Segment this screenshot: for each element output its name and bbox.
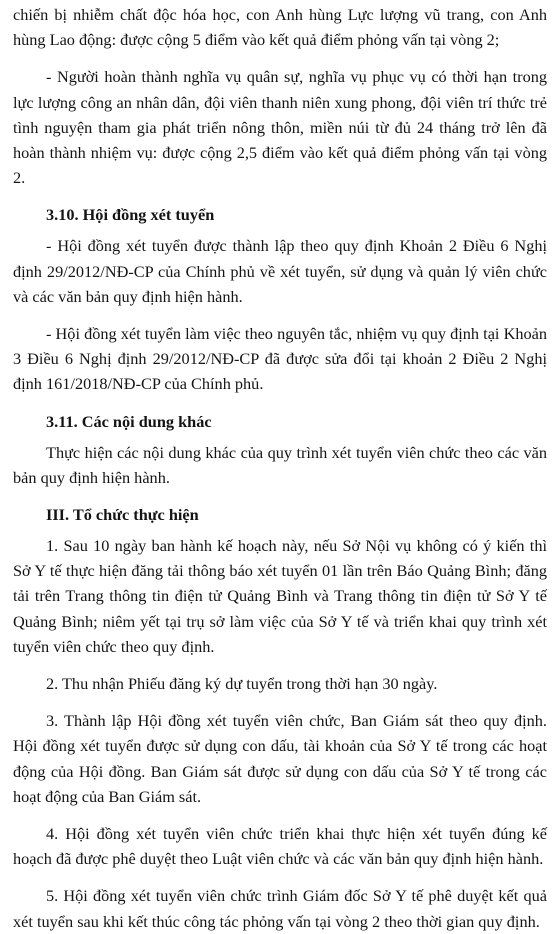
paragraph-III-3: 3. Thành lập Hội đồng xét tuyển viên chức, Ban Giám sát theo quy định. Hội đồng xét tuyển được sử dụng con dấu, tài khoản của Sở Y tế trong các hoạt động của Hội đồng. Ban Giám sát được sử dụng con dấu của Sở Y tế trong các hoạt động của Ban Giám sát. [13,711,547,806]
paragraph-3-11: Thực hiện các nội dung khác của quy trình xét tuyển viên chức theo các văn bản quy định hiện hành. [13,442,547,487]
paragraph-3-10-a: - Hội đồng xét tuyển được thành lập theo quy định Khoản 2 Điều 6 Nghị định 29/2012/NĐ-CP của Chính phủ về xét tuyển, sử dụng và quản lý viên chức và các văn bản quy định hiện hành. [13,236,547,306]
heading-III: III. Tổ chức thực hiện [46,505,199,525]
paragraph-continuation: chiến bị nhiễm chất độc hóa học, con Anh hùng Lực lượng vũ trang, con Anh hùng Lao động: được cộng 5 điểm vào kết quả điểm phỏng vấn tại vòng 2; [13,5,547,50]
paragraph-military-bonus: - Người hoàn thành nghĩa vụ quân sự, nghĩa vụ phục vụ có thời hạn trong lực lượng công an nhân dân, đội viên thanh niên xung phong, đội viên trí thức trẻ tình nguyện tham gia phát triển nông thôn, miền núi từ đủ 24 tháng trở lên đã hoàn thành nhiệm vụ: được cộng 2,5 điểm vào kết quả điểm phỏng vấn tại vòng 2. [13,67,547,188]
paragraph-III-1: 1. Sau 10 ngày ban hành kế hoạch này, nếu Sở Nội vụ không có ý kiến thì Sở Y tế thực hiện đăng tải thông báo xét tuyển 01 lần trên Báo Quảng Bình; đăng tải trên Trang thông tin điện tử Quảng Bình và Trang thông tin điện tử Sở Y tế Quảng Bình; niêm yết tại trụ sở làm việc của Sở Y tế và triển khai quy trình xét tuyển viên chức theo quy định. [13,536,547,656]
paragraph-III-2: 2. Thu nhận Phiếu đăng ký dự tuyển trong thời hạn 30 ngày. [46,674,438,694]
paragraph-III-5: 5. Hội đồng xét tuyển viên chức trình Giám đốc Sở Y tế phê duyệt kết quả xét tuyển sau khi kết thúc công tác phỏng vấn tại vòng 2 theo thời gian quy định. [13,886,547,931]
paragraph-III-4: 4. Hội đồng xét tuyển viên chức triển khai thực hiện xét tuyển đúng kế hoạch đã được phê duyệt theo Luật viên chức và các văn bản quy định hiện hành. [13,824,547,869]
heading-3-10: 3.10. Hội đồng xét tuyển [46,205,215,225]
heading-3-11: 3.11. Các nội dung khác [46,411,212,431]
paragraph-3-10-b: - Hội đồng xét tuyển làm việc theo nguyên tắc, nhiệm vụ quy định tại Khoản 3 Điều 6 Nghị định 29/2012/NĐ-CP đã được sửa đổi tại khoản 2 Điều 2 Nghị định 161/2018/NĐ-CP của Chính phủ. [13,324,547,394]
